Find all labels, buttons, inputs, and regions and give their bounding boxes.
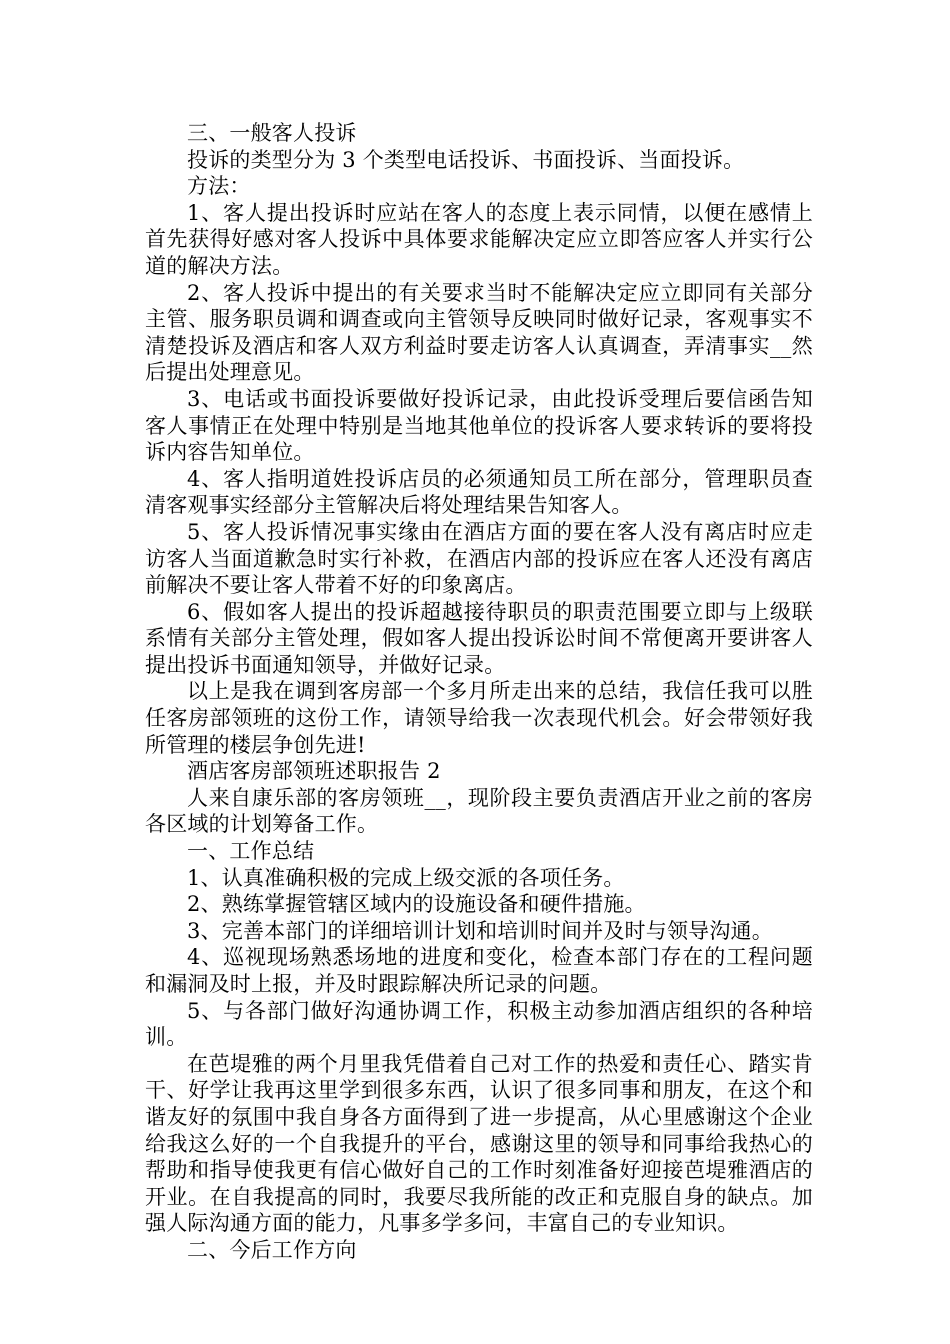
- list-item: 4、巡视现场熟悉场地的进度和变化，检查本部门存在的工程问题和漏洞及时上报，并及时跟踪解决所记录的问题。: [145, 945, 813, 996]
- paragraph: 在芭堤雅的两个月里我凭借着自己对工作的热爱和责任心、踏实肯干、好学让我再这里学到很多东西，认识了很多同事和朋友，在这个和谐友好的氛围中我自身各方面得到了进一步提高，从心里感谢这个企业给我这么好的一个自我提升的平台，感谢这里的领导和同事给我热心的帮助和指导使我更有信心做好自己的工作时刻准备好迎接芭堤雅酒店的开业。在自我提高的同时，我要尽我所能的改正和克服自身的缺点。加强人际沟通方面的能力，凡事多学多问，丰富自己的专业知识。: [145, 1051, 813, 1236]
- list-item: 5、客人投诉情况事实缘由在酒店方面的要在客人没有离店时应走访客人当面道歉急时实行补救，在酒店内部的投诉应在客人还没有离店前解决不要让客人带着不好的印象离店。: [145, 519, 813, 598]
- section-heading: 三、一般客人投诉: [187, 121, 357, 145]
- paragraph: 方法：: [187, 174, 251, 199]
- paragraph: 人来自康乐部的客房领班__，现阶段主要负责酒店开业之前的客房各区域的计划筹备工作。: [145, 785, 813, 837]
- list-item: 4、客人指明道姓投诉店员的必须通知员工所在部分，管理职员查清客观事实经部分主管解决后将处理结果告知客人。: [145, 466, 813, 518]
- report-title: 酒店客房部领班述职报告 2: [187, 759, 441, 784]
- paragraph: 以上是我在调到客房部一个多月所走出来的总结，我信任我可以胜任客房部领班的这份工作，请领导给我一次表现代机会。好会带领好我所管理的楼层争创先进!: [145, 679, 813, 757]
- list-item: 3、电话或书面投诉要做好投诉记录，由此投诉受理后要信函告知客人事情正在处理中特别是当地其他单位的投诉客人要求转诉的要将投诉内容告知单位。: [145, 386, 813, 465]
- list-item: 1、认真准确积极的完成上级交派的各项任务。: [187, 865, 625, 890]
- document-body: [145, 120, 813, 1264]
- paragraph: 投诉的类型分为 3 个类型电话投诉、书面投诉、当面投诉。: [187, 147, 745, 172]
- list-item: 3、完善本部门的详细培训计划和培训时间并及时与领导沟通。: [187, 918, 773, 943]
- list-item: 6、假如客人提出的投诉超越接待职员的职责范围要立即与上级联系情有关部分主管处理，假如客人提出投诉讼时间不常便离开要讲客人提出投诉书面通知领导，并做好记录。: [145, 599, 813, 677]
- list-item: 2、熟练掌握管辖区域内的设施设备和硬件措施。: [187, 892, 646, 917]
- section-heading: 二、今后工作方向: [187, 1237, 357, 1262]
- list-item: 2、客人投诉中提出的有关要求当时不能解决定应立即同有关部分主管、服务职员调和调查或向主管领导反映同时做好记录，客观事实不清楚投诉及酒店和客人双方利益时要走访客人认真调查，弄清事实__然后提出处理意见。: [145, 280, 813, 385]
- list-item: 1、客人提出投诉时应站在客人的态度上表示同情，以便在感情上首先获得好感对客人投诉中具体要求能解决定应立即答应客人并实行公道的解决方法。: [145, 200, 813, 278]
- list-item: 5、与各部门做好沟通协调工作，积极主动参加酒店组织的各种培训。: [145, 998, 813, 1050]
- section-heading: 一、工作总结: [187, 839, 315, 864]
